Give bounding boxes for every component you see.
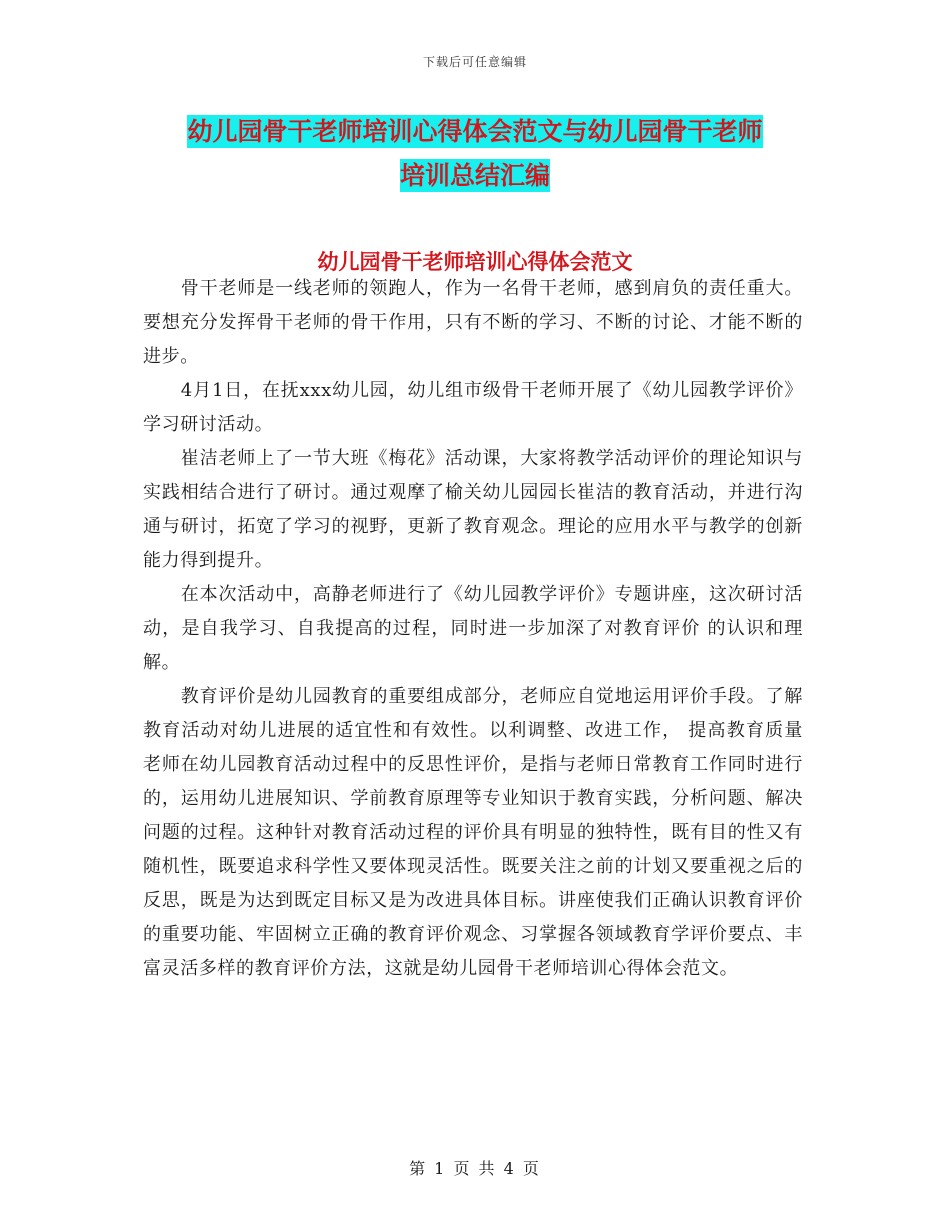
page-header-note: 下载后可任意编辑 <box>422 55 527 69</box>
paragraph-3: 崔洁老师上了一节大班《梅花》活动课，大家将教学活动评价的理论知识与实践相结合进行了研讨。通过观摩了榆关幼儿园园长崔洁的教育活动，并进行沟通与研讨，拓宽了学习的视野，更新了教育观念。理论的应用水平与教学的创新能力得到提升。 <box>143 448 803 571</box>
document-title-line-2-text: 培训总结汇编 <box>399 161 550 190</box>
document-body <box>143 272 803 986</box>
paragraph-4: 在本次活动中，高静老师进行了《幼儿园教学评价》专题讲座，这次研讨活动，是自我学习、自我提高的过程，同时进一步加深了对教育评价 的认识和理解。 <box>143 584 803 673</box>
paragraph-2: 4月1日，在抚xxx幼儿园，幼儿组市级骨干老师开展了《幼儿园教学评价》学习研讨活动。 <box>143 380 803 435</box>
document-title-line-1-text: 幼儿园骨干老师培训心得体会范文与幼儿园骨干老师 <box>187 117 763 146</box>
section-title: 幼儿园骨干老师培训心得体会范文 <box>317 249 633 274</box>
document-title-line-2 <box>0 156 950 192</box>
document-title-line-1 <box>0 112 950 148</box>
paragraph-5: 教育评价是幼儿园教育的重要组成部分，老师应自觉地运用评价手段。了解教育活动对幼儿进展的适宜性和有效性。以利调整、改进工作， 提高教育质量 老师在幼儿园教育活动过程中的反思性评价，是指与老师日常教育工作同时进行的，运用幼儿进展知识、学前教育原理等专业知识于教育实践，分析问题、解决问题的过程。这种针对教育活动过程的评价具有明显的独特性，既有目的性又有随机性，既要追求科学性又要体现灵活性。既要关注之前的计划又要重视之后的反思，既是为达到既定目标又是为改进具体目标。讲座使我们正确认识教育评价的重要功能、牢固树立正确的教育评价观念、习掌握各领域教育学评价要点、丰富灵活多样的教育评价方法，这就是幼儿园骨干老师培训心得体会范文。 <box>143 686 803 979</box>
paragraph-1: 骨干老师是一线老师的领跑人，作为一名骨干老师，感到肩负的责任重大。要想充分发挥骨干老师的骨干作用，只有不断的学习、不断的讨论、才能不断的进步。 <box>143 278 803 367</box>
page-number-footer: 第 1 页 共 4 页 <box>409 1159 541 1178</box>
